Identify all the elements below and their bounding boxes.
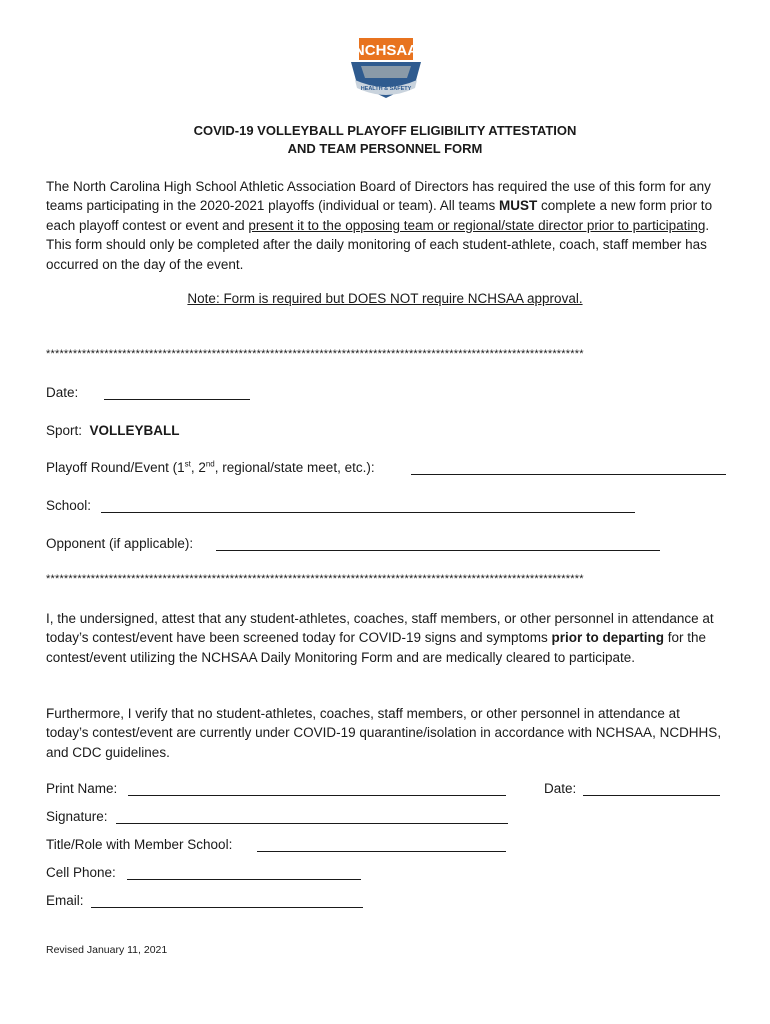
date-field[interactable] [104,399,250,400]
opponent-label: Opponent (if applicable): [46,536,194,551]
form-title-line1: COVID-19 VOLLEYBALL PLAYOFF ELIGIBILITY ATTESTATION [193,123,577,138]
sport-label: Sport: [46,423,83,438]
revision-date: Revised January 11, 2021 [46,944,168,956]
divider-stars-bottom: ************************************************************************************************************************ [46,573,584,585]
title-role-label: Title/Role with Member School: [46,837,233,852]
prior-to-departing-emphasis: prior to departing [551,630,665,646]
sport-value: VOLLEYBALL [89,423,180,438]
logo-text: NCHSAA [353,42,419,59]
signature-date-field[interactable] [583,795,720,796]
email-label: Email: [46,893,84,908]
logo-banner: HEALTH & SAFETY [360,86,412,92]
email-field[interactable] [91,907,363,908]
nchsaa-logo [345,36,427,104]
must-emphasis: MUST [499,198,538,214]
cell-phone-field[interactable] [127,879,361,880]
title-role-field[interactable] [257,851,506,852]
verification-paragraph: Furthermore, I verify that no student-athletes, coaches, staff members, or other personnel in attendance at today’s contest/event are currently under COVID-19 quarantine/isolation in accordance with NCHSAA, NCDHHS, and CDC guidelines. [46,706,722,760]
date-label: Date: [46,385,79,400]
signature-date-label: Date: [544,781,577,796]
school-field[interactable] [101,512,635,513]
present-instruction: present it to the opposing team or regional/state director prior to participating [248,217,706,233]
attestation-paragraph: I, the undersigned, attest that any student-athletes, coaches, staff members, or other personnel in attendance at today’s contest/event have been screened today for COVID-19 signs and symptoms prior to departing for the contest/event utilizing the NCHSAA Daily Monitoring Form and are medically cleared to participate. [46,611,714,665]
form-title-line2: AND TEAM PERSONNEL FORM [287,141,483,156]
signature-label: Signature: [46,809,108,824]
playoff-round-field[interactable] [411,474,726,475]
print-name-label: Print Name: [46,781,118,796]
opponent-field[interactable] [216,550,660,551]
print-name-field[interactable] [128,795,506,796]
school-label: School: [46,498,92,513]
sport-row [46,422,180,440]
signature-field[interactable] [116,823,508,824]
approval-note: Note: Form is required but DOES NOT require NCHSAA approval. [187,291,583,306]
intro-paragraph: The North Carolina High School Athletic Association Board of Directors has required the use of this form for any teams participating in the 2020-2021 playoffs (individual or team). All teams MUST complete a new form prior to each playoff contest or event and present it to the opposing team or regional/state director prior to participating. This form should only be completed after the daily monitoring of each student-athlete, coach, staff member has occurred on the day of the event. [46,179,713,272]
divider-stars-top: ************************************************************************************************************************ [46,348,584,360]
cell-phone-label: Cell Phone: [46,865,116,880]
playoff-round-label: Playoff Round/Event (1st, 2nd, regional/state meet, etc.): [46,459,375,475]
